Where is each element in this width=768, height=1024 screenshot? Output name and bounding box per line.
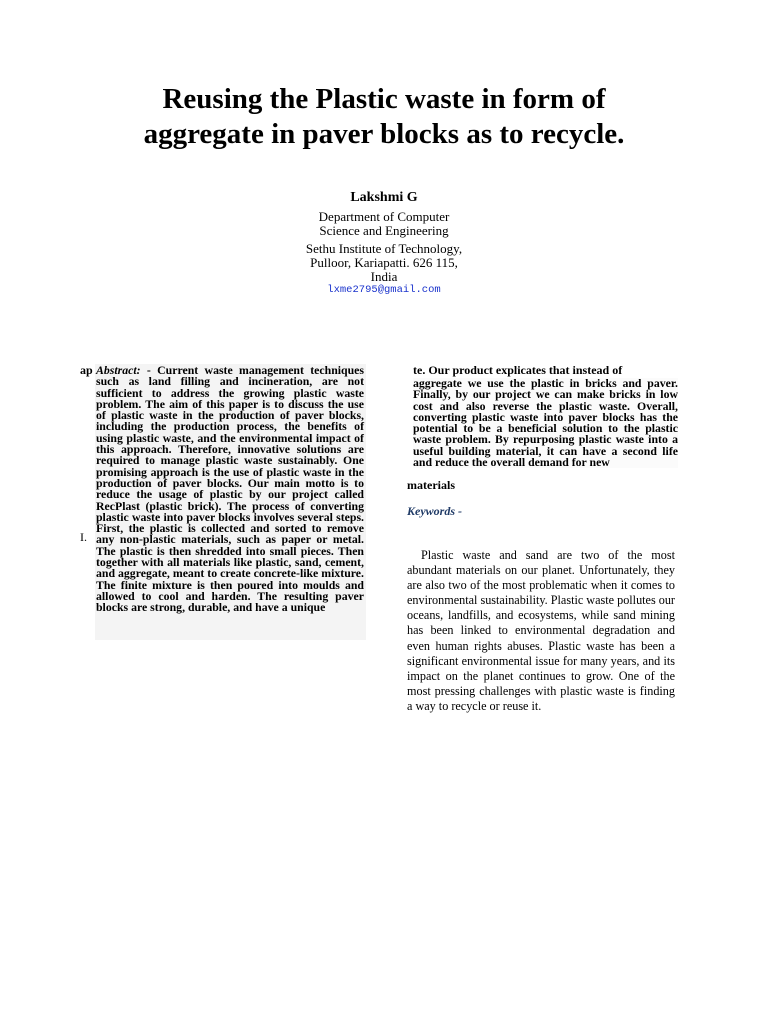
paper-title xyxy=(0,82,768,152)
abstract-text: Current waste management techniques such as land filling and incineration, are not sufficient to address the growing plastic waste problem. The aim of this paper is to discuss the use of plastic waste in the production of paver blocks, including the production process, the benefits of using plastic waste, and the environmental impact of this approach. Therefore, innovative solutions are required to manage plastic waste sustainably. One promising approach is the use of plastic waste in the production of paver blocks. Our main motto is to reduce the usage of plastic by our project called RecPlast (plastic brick). The process of converting plastic waste into paver blocks involves several steps. First, the plastic is collected and sorted to remove any non-plastic materials, such as paper or metal. The plastic is then shredded into small pieces. Then together with all materials like plastic, sand, cement, and aggregate, meant to create concrete-like mixture. The finite mixture is then poured into moulds and allowed to cool and harden. The resulting paver blocks are strong, durable, and have a unique xyxy=(96,363,364,615)
introduction-text: Plastic waste and sand are two of the most abundant materials on our planet. Unfortunately, they are also two of the most problematic when it comes to environmental sustainability. Plastic waste pollutes our oceans, landfills, and ecosystems, while sand mining has been linked to environmental degradation and even human rights abuses. Plastic waste has been a significant environmental issue for many years, and its impact on the planet continues to grow. One of the most pressing challenges with plastic waste is finding a way to recycle or reuse it. xyxy=(407,548,675,713)
abstract-paragraph xyxy=(96,365,364,614)
materials-word: materials xyxy=(407,478,455,492)
affiliation-line-1: Department of Computer xyxy=(318,209,450,224)
abstract-label: Abstract: xyxy=(96,363,141,377)
stray-text-prefix: ap xyxy=(80,363,93,377)
section-numeral: I. xyxy=(80,530,87,544)
right-column-continuation: aggregate we use the plastic in bricks and paver. Finally, by our project we can make bricks in low cost and also reverse the plastic waste. Overall, converting plastic waste into paver blocks has the potential to be a beneficial solution to the plastic waste problem. By repurposing plastic waste into a useful building material, it can have a second life and reduce the overall demand for new xyxy=(413,376,678,470)
right-column-first-line: te. Our product explicates that instead of xyxy=(413,363,623,377)
author-name: Lakshmi G xyxy=(350,190,418,205)
affiliation-line-4: Pulloor, Kariapatti. 626 115, xyxy=(310,255,458,270)
introduction-paragraph xyxy=(407,548,675,714)
affiliation-line-2: Science and Engineering xyxy=(319,223,449,238)
author-email[interactable]: lxme2795@gmail.com xyxy=(327,284,441,296)
abstract-dash: - xyxy=(140,363,158,377)
title-line-1: Reusing the Plastic waste in form of xyxy=(162,83,606,115)
affiliation-line-5: India xyxy=(370,269,398,284)
affiliation-line-3: Sethu Institute of Technology, xyxy=(305,241,463,256)
keywords-label: Keywords - xyxy=(407,504,462,518)
title-line-2: aggregate in paver blocks as to recycle. xyxy=(143,118,625,150)
